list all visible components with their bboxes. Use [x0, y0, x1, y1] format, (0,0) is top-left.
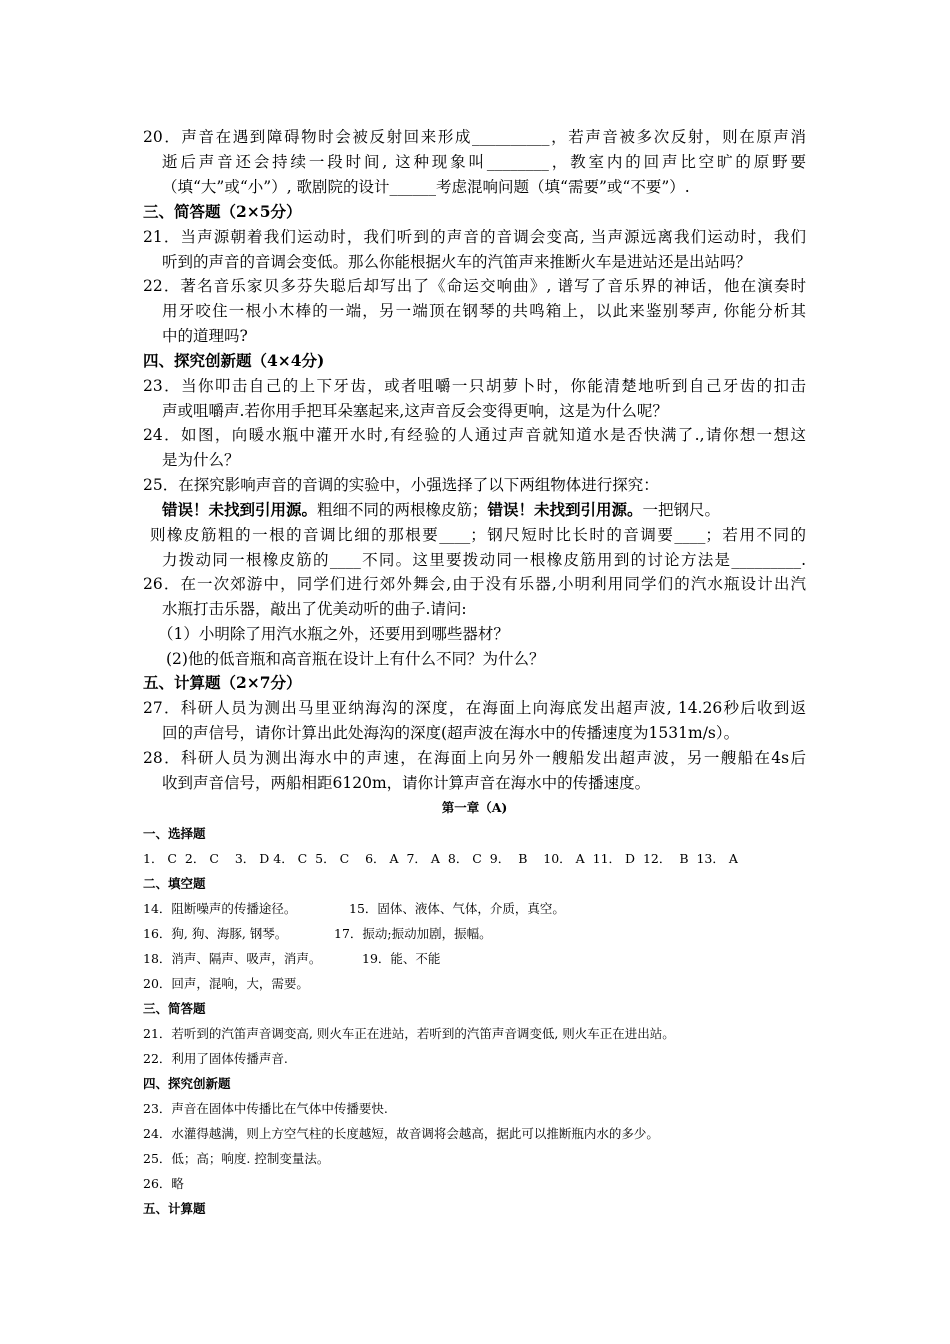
question-23-line-2: 声或咀嚼声.若你用手把耳朵塞起来,这声音反会变得更响，这是为什么呢？ [162, 402, 668, 420]
reference-error-1: 错误！未找到引用源。 [162, 500, 318, 519]
question-25-line-1: 25．在探究影响声音的音调的实验中，小强选择了以下两组物体进行探究： [143, 476, 659, 494]
answer-19: 19．能、不能 [362, 951, 441, 966]
answer-22: 22．利用了固体传播声音. [143, 1051, 288, 1066]
question-25-line-3: 则橡皮筋粗的一根的音调比细的那根要____；钢尺短时比长时的音调要____；若用不同的 [150, 526, 806, 544]
section-heading-short-answer: 三、简答题（2×5分） [143, 202, 302, 221]
reference-error-2: 错误！未找到引用源。 [487, 500, 643, 519]
question-21-line-1: 21．当声源朝着我们运动时，我们听到的声音的音调会变高, 当声源远离我们运动时，我们 [143, 228, 806, 246]
answer-25: 25．低；高；响度. 控制变量法。 [143, 1151, 330, 1166]
question-28-line-1: 28．科研人员为测出海水中的声速，在海面上向另外一艘船发出超声波，另一艘船在4s后 [143, 749, 806, 767]
answer-18: 18．消声、隔声、吸声，消声。 [143, 951, 322, 966]
question-27-line-1: 27．科研人员为测出马里亚纳海沟的深度，在海面上向海底发出超声波, 14.26秒后收到返 [143, 699, 806, 717]
section-heading-calculation: 五、计算题（2×7分） [143, 673, 302, 692]
question-27-line-2: 回的声信号，请你计算出此处海沟的深度(超声波在海水中的传播速度为1531m/s）。 [162, 724, 740, 742]
question-25-steel-ruler: 一把钢尺。 [642, 501, 721, 519]
answer-section-calculation: 五、计算题 [143, 1201, 206, 1216]
section-heading-inquiry: 四、探究创新题（4×4分) [143, 351, 325, 370]
question-22-line-3: 中的道理吗? [162, 327, 248, 345]
answer-24: 24．水灌得越满，则上方空气柱的长度越短，故音调将会越高，据此可以推断瓶内水的多少。 [143, 1126, 659, 1141]
question-26-sub-1: （1）小明除了用汽水瓶之外，还要用到哪些器材？ [158, 625, 509, 643]
question-22-line-1: 22．著名音乐家贝多芬失聪后却写出了《命运交响曲》, 谱写了音乐界的神话，他在演奏时 [143, 277, 806, 295]
question-26-sub-2: (2)他的低音瓶和高音瓶在设计上有什么不同？为什么？ [166, 650, 545, 668]
answer-16: 16．狗, 狗、海豚, 钢琴。 [143, 926, 288, 941]
answer-14: 14．阻断噪声的传播途径。 [143, 901, 297, 916]
answer-key-title: 第一章（A) [441, 800, 508, 815]
answer-15: 15．固体、液体、气体，介质，真空。 [349, 901, 565, 916]
answer-section-short: 三、简答题 [143, 1001, 206, 1016]
question-20-line-1: 20．声音在遇到障碍物时会被反射回来形成__________，若声音被多次反射，则在原声消 [143, 128, 806, 146]
answer-20: 20．回声，混响，大，需要。 [143, 976, 309, 991]
answer-21: 21．若听到的汽笛声音调变高, 则火车正在进站，若听到的汽笛声音调变低, 则火车正在进出站。 [143, 1026, 675, 1041]
question-26-line-2: 水瓶打击乐器，敲出了优美动听的曲子.请问: [162, 600, 467, 618]
answer-section-inquiry: 四、探究创新题 [143, 1076, 231, 1091]
answer-choice-list: 1． C 2． C 3． D 4． C 5． C 6． A 7． A 8． C 9． B 10． A 11． D 12． B 13． A [143, 851, 738, 866]
answer-23: 23．声音在固体中传播比在气体中传播要快. [143, 1101, 388, 1116]
question-20-line-3: （填“大”或“小”）, 歌剧院的设计______考虑混响问题（填“需要”或“不要”）. [162, 178, 690, 196]
answer-section-fill: 二、填空题 [143, 876, 206, 891]
answer-17: 17．振动;振动加剧，振幅。 [334, 926, 492, 941]
answer-section-choice: 一、选择题 [143, 826, 206, 841]
question-21-line-2: 听到的声音的音调会变低。那么你能根据火车的汽笛声来推断火车是进站还是出站吗？ [162, 253, 752, 271]
question-26-line-1: 26．在一次郊游中，同学们进行郊外舞会,由于没有乐器,小明利用同学们的汽水瓶设计出汽 [143, 575, 806, 593]
question-20-line-2: 逝后声音还会持续一段时间, 这种现象叫________，教室内的回声比空旷的原野要 [162, 153, 806, 171]
question-28-line-2: 收到声音信号，两船相距6120m，请你计算声音在海水中的传播速度。 [162, 774, 651, 792]
question-25-line-4: 力拨动同一根橡皮筋的____不同。这里要拨动同一根橡皮筋用到的讨论方法是_________. [162, 551, 806, 569]
question-24-line-1: 24．如图，向暖水瓶中灌开水时,有经验的人通过声音就知道水是否快满了.,请你想一想这 [143, 426, 806, 444]
question-24-line-2: 是为什么？ [162, 451, 240, 469]
question-25-line-2 [162, 500, 720, 520]
question-22-line-2: 用牙咬住一根小木棒的一端，另一端顶在钢琴的共鸣箱上，以此来鉴别琴声, 你能分析其 [162, 302, 806, 320]
answer-26: 26．略 [143, 1176, 184, 1191]
question-25-rubber-bands: 粗细不同的两根橡皮筋； [317, 501, 488, 519]
question-23-line-1: 23．当你叩击自己的上下牙齿，或者咀嚼一只胡萝卜时，你能清楚地听到自己牙齿的扣击 [143, 377, 806, 395]
